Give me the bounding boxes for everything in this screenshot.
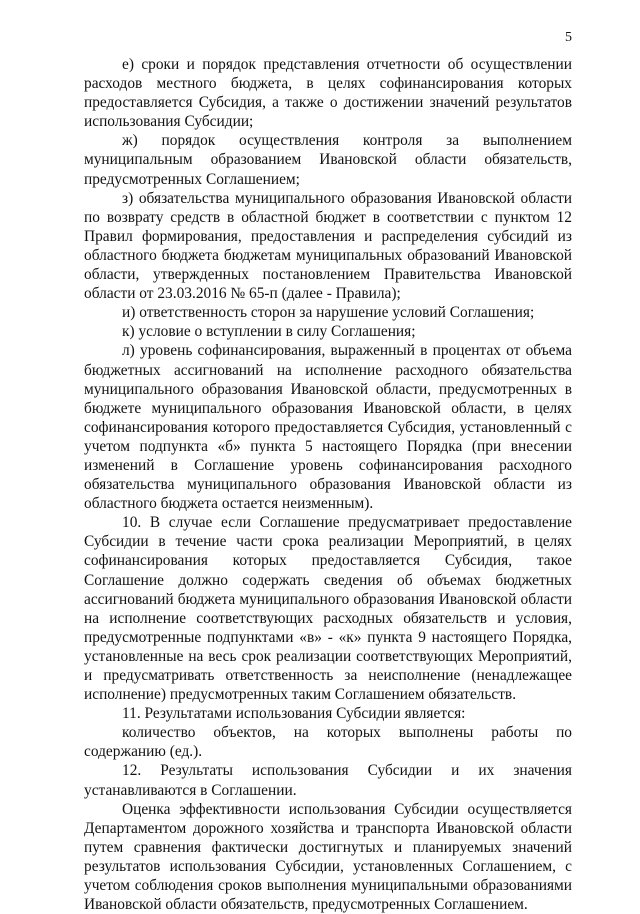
paragraph-i-responsibility: и) ответственность сторон за нарушение условий Соглашения; [122,304,535,322]
paragraph-11: 11. Результатами использования Субсидии является: [122,705,466,723]
page-number: 5 [565,30,572,45]
paragraph-12: 12. Результаты использования Субсидии и их значения устанавливаются в Соглашении. [84,762,572,799]
paragraph-efficiency-assessment: Оценка эффективности использования Субсидии осуществляется Департаментом дорожного хозяйства и транспорта Ивановской области путем сравнения фактически достигнутых и планируемых значений результатов использования Субсидии, установленных Соглашением, с учетом соблюдения сроков выполнения муниципальными образованиями Ивановской области обязательств, предусмотренных Соглашением. [84,800,572,914]
paragraph-11-result: количество объектов, на которых выполнены работы по содержанию (ед.). [84,724,572,761]
paragraph-e-reporting: е) сроки и порядок представления отчетности об осуществлении расходов местного бюджета, в целях софинансирования которых предоставляется Субсидия, а также о достижении значений результатов использования Субсидии; [84,56,572,131]
paragraph-z-obligations: з) обязательства муниципального образования Ивановской области по возврату средств в областной бюджет в соответствии с пунктом 12 Правил формирования, предоставления и распределения субсидий из областного бюджета бюджетам муниципальных образований Ивановской области, утвержденных постановлением Правительства Ивановской области от 23.03.2016 № 65-п (далее - Правила); [84,189,572,303]
paragraph-l-cofinancing-level: л) уровень софинансирования, выраженный в процентах от объема бюджетных ассигнований на исполнение расходного обязательства муниципального образования Ивановской области, предусмотренных в бюджете муниципального образования Ивановской области, в целях софинансирования которого предоставляется Субсидия, установленный с учетом подпункта «б» пункта 5 настоящего Порядка (при внесении изменений в Соглашение уровень софинансирования расходного обязательства муниципального образования Ивановской области из областного бюджета остается неизменным). [84,342,572,513]
paragraph-10: 10. В случае если Соглашение предусматривает предоставление Субсидии в течение части срока реализации Мероприятий, в целях софинансирования которых предоставляется Субсидия, такое Соглашение должно содержать сведения об объемах бюджетных ассигнований бюджета муниципального образования Ивановской области на исполнение соответствующих расходных обязательств и условия, предусмотренные подпунктами «в» - «к» пункта 9 настоящего Порядка, установленные на весь срок реализации соответствующих Мероприятий, и предусматривать ответственность за неисполнение (ненадлежащее исполнение) предусмотренных таким Соглашением обязательств. [84,514,572,704]
document-body [84,55,572,914]
paragraph-zh-control: ж) порядок осуществления контроля за выполнением муниципальным образованием Ивановской области обязательств, предусмотренных Соглашением; [84,132,572,188]
paragraph-k-entry-into-force: к) условие о вступлении в силу Соглашения; [122,323,416,341]
